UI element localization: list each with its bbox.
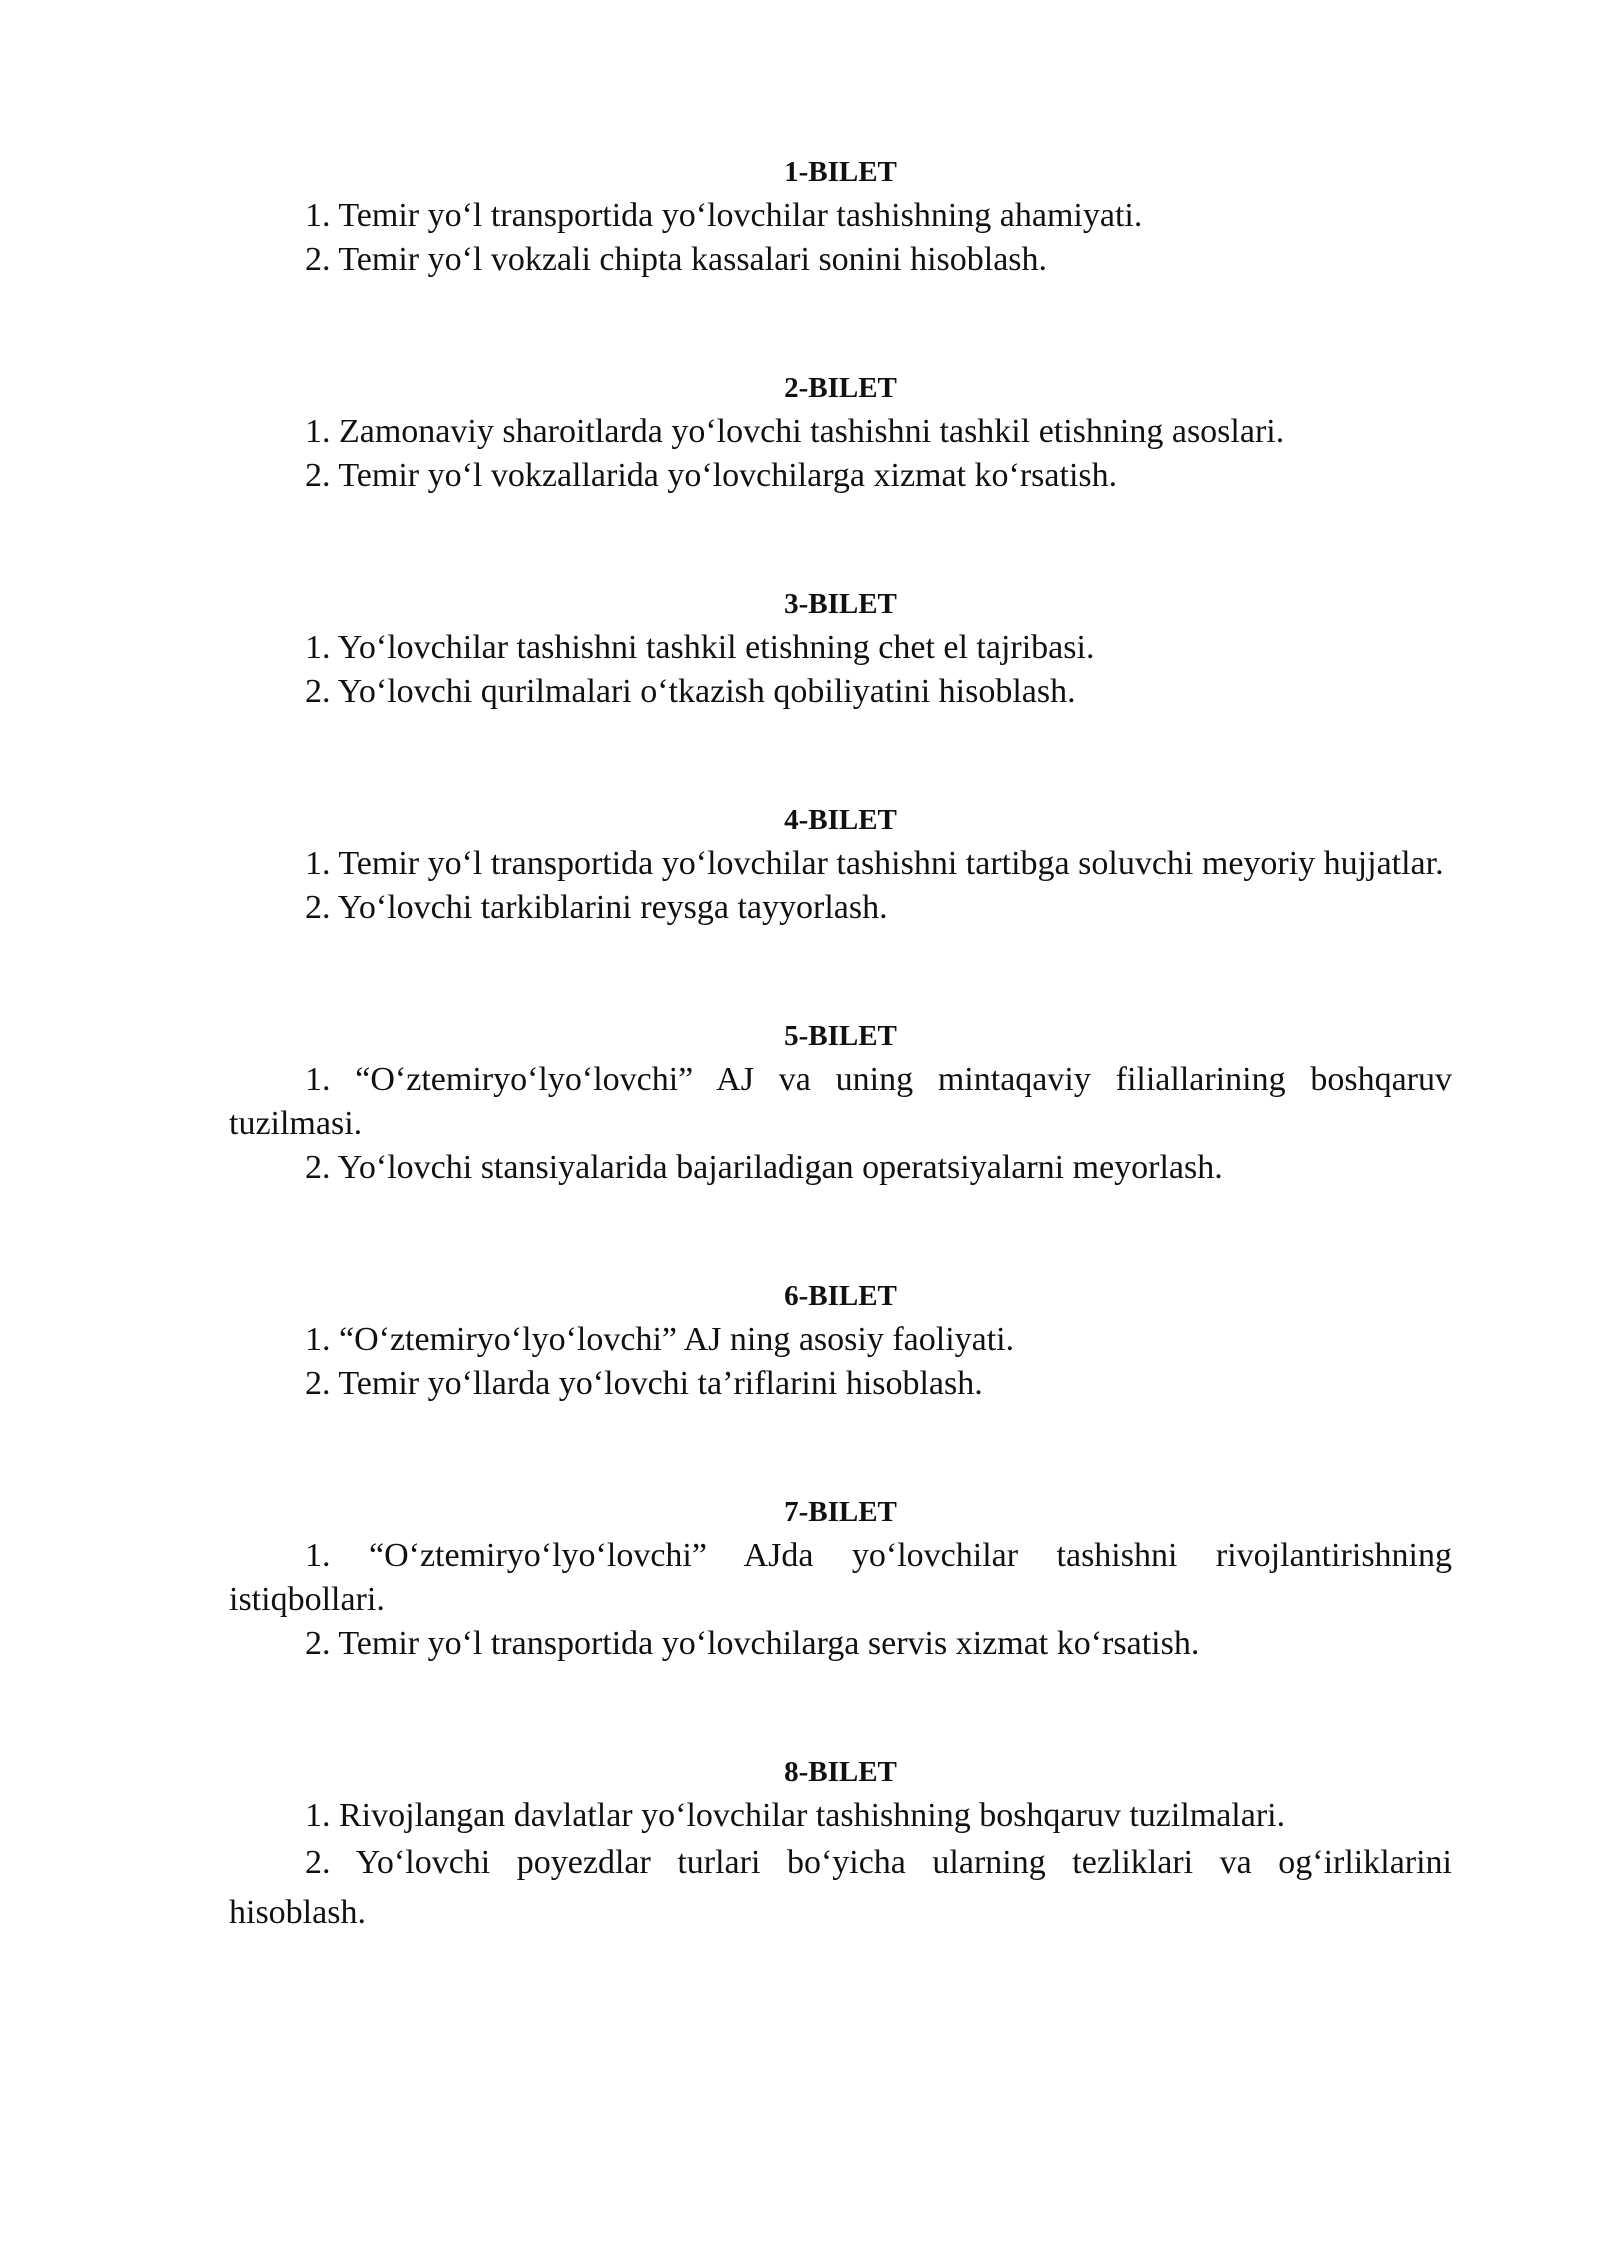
question-2: 2. Temir yo‘l vokzali chipta kassalari sonini hisoblash. [305,241,1048,278]
question-2: 2. Temir yo‘l vokzallarida yo‘lovchilarga xizmat ko‘rsatish. [305,457,1118,494]
ticket-title: 5-BILET [784,1020,897,1052]
ticket-title: 2-BILET [784,372,897,404]
question-1: 1. Rivojlangan davlatlar yo‘lovchilar tashishning boshqaruv tuzilmalari. [305,1797,1286,1834]
ticket-8 [229,1750,1452,1938]
ticket-title: 3-BILET [784,588,897,620]
question-1: 1. “O‘ztemiryo‘lyo‘lovchi” AJ va uning mintaqaviy filiallarining boshqaruv tuzilmasi. [229,1061,1452,1142]
question-1: 1. Yo‘lovchilar tashishni tashkil etishning chet el tajribasi. [305,629,1095,666]
ticket-title: 8-BILET [784,1756,897,1788]
ticket-title: 6-BILET [784,1280,897,1312]
ticket-4 [229,798,1452,930]
ticket-title: 4-BILET [784,804,897,836]
question-2: 2. Temir yo‘l transportida yo‘lovchilarga servis xizmat ko‘rsatish. [305,1625,1200,1662]
ticket-3 [229,582,1452,714]
ticket-7 [229,1490,1452,1666]
ticket-title: 1-BILET [784,156,897,188]
ticket-5 [229,1014,1452,1190]
question-1: 1. Zamonaviy sharoitlarda yo‘lovchi tashishni tashkil etishning asoslari. [305,413,1285,450]
ticket-1 [229,150,1452,282]
question-2: 2. Yo‘lovchi stansiyalarida bajariladigan operatsiyalarni meyorlash. [305,1149,1223,1186]
ticket-title: 7-BILET [784,1496,897,1528]
ticket-2 [229,366,1452,498]
ticket-6 [229,1274,1452,1406]
document-page [229,150,1452,2022]
question-2: 2. Yo‘lovchi poyezdlar turlari bo‘yicha ularning tezliklari va og‘irliklarini hisoblash. [229,1844,1452,1931]
question-2: 2. Temir yo‘llarda yo‘lovchi ta’riflarini hisoblash. [305,1365,983,1402]
question-1: 1. “O‘ztemiryo‘lyo‘lovchi” AJda yo‘lovchilar tashishni rivojlantirishning istiqbollari. [229,1537,1452,1618]
question-2: 2. Yo‘lovchi tarkiblarini reysga tayyorlash. [305,889,888,926]
question-1: 1. “O‘ztemiryo‘lyo‘lovchi” AJ ning asosiy faoliyati. [305,1321,1015,1358]
question-1: 1. Temir yo‘l transportida yo‘lovchilar tashishni tartibga soluvchi meyoriy hujjatlar. [305,845,1444,882]
question-1: 1. Temir yo‘l transportida yo‘lovchilar tashishning ahamiyati. [305,197,1143,234]
question-2: 2. Yo‘lovchi qurilmalari o‘tkazish qobiliyatini hisoblash. [305,673,1076,710]
